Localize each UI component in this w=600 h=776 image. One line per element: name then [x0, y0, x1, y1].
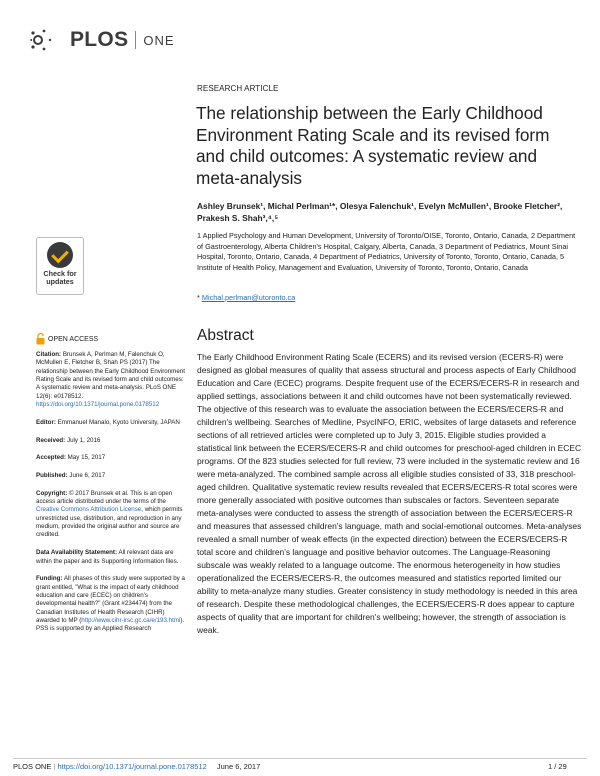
citation-block [36, 351, 186, 409]
page-number: 1 / 29 [548, 762, 567, 771]
copyright-text-2: , which permits unrestricted use, distribution, and reproduction in any medium, provided the original author and source are credited. [36, 506, 183, 539]
received-date: July 1, 2016 [66, 436, 101, 444]
funding-block [36, 575, 186, 633]
footer-rule [13, 758, 587, 759]
received-label: Received: [36, 436, 66, 444]
accepted-date: May 15, 2017 [67, 454, 106, 462]
copyright-block [36, 490, 186, 540]
abstract-text: The Early Childhood Environment Rating Scale (ECERS) and its revised version (ECERS-R) were designed as global measures of quality that assess structural and process aspects of Early Childhood Education and Care (ECEC) programs. Despite frequent use of the ECERS/ECERS-R in research and applied settings, associations between it and child outcomes have not been systematically reviewed. The objective of this research was to evaluate the association between the ECERS/ECERS-R and children's wellbeing. Searches of Medline, PsycINFO, ERIC, websites of large datasets and reference sections of all retrieved articles were completed up to July 3, 2015. Eligible studies provided a statistical link between the ECERS/ECERS-R and child outcomes for preschool-aged children in ECEC programs. Of the 823 studies selected for full review, 73 were included in the systematic review and 16 were meta-analyzed. The combined sample across all eligible studies consisted of 33, 318 preschool-aged children. Qualitative systematic review results revealed that ECERS/ECERS-R total scores were more generally associated with positive outcomes than subscales or factors. Seventeen separate meta-analyses were conducted to assess the strength of association between the ECERS/ECERS-R and measures that assessed children's language, math and social-emotional outcomes. Meta-analyses revealed a small number of weak effects (in the expected direction) between the ECERS/ECERS-R total score and children's language and positive behavior outcomes. The Language-Reasoning subscale was weakly related to a language outcome. The enormous heterogeneity in how studies operationalized the ECERS/ECERS-R, the outcomes measured and statistics reported limited our ability to meta-analyze many studies. Greater consistency in study methodology is needed in this area of research. Despite these methodological challenges, the ECERS/ECERS-R does appear to capture aspects of quality that are important for children's wellbeing; however, the strength of association is weak. [197, 352, 582, 636]
footer-sep: | [53, 762, 56, 771]
footer-date: June 6, 2017 [216, 762, 261, 771]
editor-block [36, 419, 186, 427]
email-link[interactable]: Michal.perlman@utoronto.ca [201, 293, 296, 302]
citation-doi-link[interactable]: https://doi.org/10.1371/journal.pone.0178512 [36, 401, 160, 409]
funding-label: Funding: [36, 575, 63, 583]
footer-citation [13, 762, 260, 771]
corresponding-star: * [197, 293, 200, 302]
citation-label: Citation: [36, 351, 62, 358]
accepted-label: Accepted: [36, 454, 66, 462]
check-for-updates-label: Check for updates [43, 269, 77, 286]
check-for-updates-badge[interactable] [36, 237, 84, 295]
author-list: Ashley Brunsek¹, Michal Perlman¹*, Olesya Falenchuk¹, Evelyn McMullen¹, Brooke Fletcher², Prakesh S. Shah³,⁴,⁵ [197, 201, 563, 223]
logo-plos-text: PLOS [70, 28, 129, 51]
funding-text-2: ). PSS is supported by an Applied Research [36, 616, 185, 633]
article-info-sidebar [36, 351, 186, 643]
editor-text: Emmanuel Manalo, Kyoto University, JAPAN [57, 418, 180, 426]
logo-one-text: ONE [143, 32, 175, 48]
corresponding-email [197, 293, 295, 302]
abstract-heading: Abstract [197, 327, 254, 344]
article-type: RESEARCH ARTICLE [197, 84, 279, 93]
footer-doi-link[interactable]: https://doi.org/10.1371/journal.pone.0178512 [57, 762, 207, 771]
received-block [36, 437, 186, 445]
copyright-label: Copyright: [36, 489, 68, 497]
citation-text: Brunsek A, Perlman M, Falenchuk O, McMullen E, Fletcher B, Shah PS (2017) The relationship between the Early Childhood Environment Rating Scale and its revised form and child outcomes: A systematic review and meta-analysis. PLoS ONE 12(6): e0178512. [36, 351, 185, 400]
open-lock-icon [36, 333, 45, 345]
check-icon [47, 242, 73, 268]
data-availability-label: Data Availability Statement: [36, 549, 118, 557]
cc-license-link[interactable]: Creative Commons Attribution License [36, 506, 142, 514]
affiliations: 1 Applied Psychology and Human Development, University of Toronto/OISE, Toronto, Ontario, Canada, 2 Department of Gastroenterology, Alberta Children's Hospital, Calgary, Alberta, Canada, 3 Department of Pediatrics, Mount Sinai Hospital, Toronto, Ontario, Canada, 4 Department of Pediatrics, University of Toronto, Toronto, Ontario, Canada, 5 Institute of Health Policy, Management and Evaluation, University of Toronto, Toronto, Ontario, Canada [197, 231, 576, 272]
open-access-text: OPEN ACCESS [48, 335, 99, 343]
data-availability-text: All relevant data are within the paper and its Supporting Information files. [36, 549, 179, 565]
editor-label: Editor: [36, 418, 56, 426]
funding-text-1: All phases of this study were supported by a grant entitled, "What is the impact of early childhood education and care (ECEC) on children's developmental health?" (Grant #234474) from the Canadian Institutes of Health Research (CIHR) awarded to MP ( [36, 575, 185, 624]
data-availability-block [36, 549, 186, 566]
copyright-text-1: © 2017 Brunsek et al. This is an open access article distributed under the terms of the [36, 489, 173, 506]
cihr-link[interactable]: http://www.cihr-irsc.gc.ca/e/193.html [81, 616, 181, 624]
article-title: The relationship between the Early Childhood Environment Rating Scale and its revised form and child outcomes: A systematic review and meta-analysis [196, 103, 550, 188]
accepted-block [36, 454, 186, 462]
open-access-label [36, 333, 98, 345]
footer-journal: PLOS ONE [13, 762, 52, 771]
logo-divider [135, 31, 136, 49]
published-block [36, 472, 186, 480]
published-label: Published: [36, 472, 68, 479]
plos-logo-icon [30, 27, 68, 53]
published-date: June 6, 2017 [69, 472, 106, 479]
plos-one-logo [30, 27, 175, 53]
